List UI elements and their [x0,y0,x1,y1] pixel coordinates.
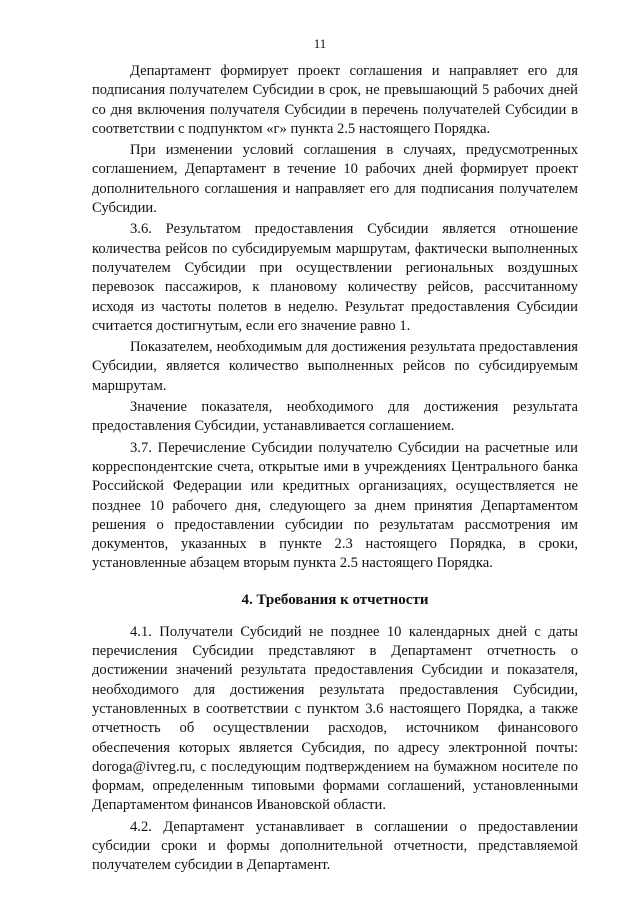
paragraph-3-6-result: 3.6. Результатом предоставления Субсидии является отношение количества рейсов по субсидируемым маршрутам, фактически выполненных получателем Субсидии при осуществлении региональных воздушных перевозок пассажиров, к плановому количеству рейсов, рассчитанному исходя из частоты полетов в неделю. Результат предоставления Субсидии считается достигнутым, если его значение равно 1. [92,221,578,334]
section-heading-reporting: 4. Требования к отчетности [241,591,429,608]
paragraph-agreement-changes: При изменении условий соглашения в случаях, предусмотренных соглашением, Департамент в течение 10 рабочих дней формирует проект дополнительного соглашения и направляет его для подписания получателем Субсидии. [92,142,578,217]
paragraph-4-2-additional-reporting: 4.2. Департамент устанавливает в соглашении о предоставлении субсидии сроки и формы дополнительной отчетности, представляемой получателем субсидии в Департамент. [92,818,578,874]
page-number: 11 [313,36,327,51]
paragraph-3-7-transfer: 3.7. Перечисление Субсидии получателю Субсидии на расчетные или корреспондентские счета, открытые ими в учреждениях Центрального банка Российской Федерации или кредитных организациях, осуществляется не позднее 10 рабочего дня, следующего за днем принятия Департаментом решения о предоставлении субсидии по результатам рассмотрения им документов, указанных в пункте 2.3 настоящего Порядка, в сроки, установленные абзацем вторым пункта 2.5 настоящего Порядка. [92,439,578,572]
paragraph-4-1-reporting [92,623,578,816]
paragraph-agreement-draft: Департамент формирует проект соглашения и направляет его для подписания получателем Субсидии в срок, не превышающий 5 рабочих дней со дня включения получателя Субсидии в перечень получателей Субсидии в соответствии с подпунктом «г» пункта 2.5 настоящего Порядка. [92,63,578,137]
paragraph-indicator: Показателем, необходимым для достижения результата предоставления Субсидии, является количество выполненных рейсов по субсидируемым маршрутам. [92,339,578,394]
paragraph-4-1-text-end: , с последующим подтверждением на бумажном носителе по формам, определенным типовыми формами соглашений, установленными Департаментом финансов Ивановской области. [92,758,578,814]
document-body [92,62,578,878]
email-link[interactable]: doroga@ivreg.ru [92,758,192,775]
paragraph-4-1-text-start: 4.1. Получатели Субсидий не позднее 10 календарных дней с даты перечисления Субсидии представляют в Департамент отчетность о достижении значений результата предоставления Субсидии и показателя, необходимого для достижения результата предоставления Субсидии, установленных в соответствии с пунктом 3.6 настоящего Порядка, а также отчетность об осуществлении расходов, источником финансового обеспечения которых является Субсидия, по адресу электронной почты: [92,623,578,756]
paragraph-indicator-value: Значение показателя, необходимого для достижения результата предоставления Субсидии, устанавливается соглашением. [92,399,578,435]
